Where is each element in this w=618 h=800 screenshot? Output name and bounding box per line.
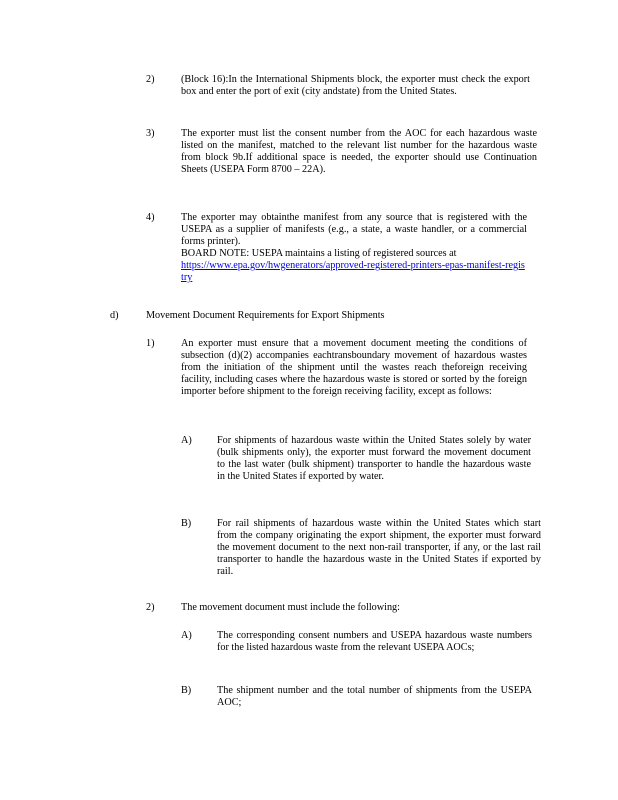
item-number: 2): [146, 74, 155, 85]
item-text: The exporter must list the consent number from the AOC for each hazardous waste listed on the manifest, matched to the relevant list number for the hazardous waste from block 9b.If additional space is needed, the exporter should use Continuation Sheets (USEPA Form 8700 – 22A).: [181, 128, 537, 175]
item-text: For rail shipments of hazardous waste within the United States which start from the company originating the export shipment, the exporter must forward the movement document to the next non-rail transporter, if any, or the last rail transporter to handle the hazardous waste in the United States if exported by rail.: [217, 518, 541, 577]
registry-link[interactable]: https://www.epa.gov/hwgenerators/approved-registered-printers-epas-manifest-registry: [181, 260, 525, 283]
section-number: d): [110, 310, 119, 321]
item-number: 3): [146, 128, 155, 139]
item-text: The exporter may obtainthe manifest from any source that is registered with the USEPA as a supplier of manifests (e.g., a state, a waste handler, or a commercial forms printer).: [181, 212, 527, 247]
item-number: B): [181, 518, 192, 529]
board-note: BOARD NOTE: USEPA maintains a listing of registered sources at: [181, 248, 457, 259]
item-number: 2): [146, 602, 155, 613]
item-number: A): [181, 630, 192, 641]
item-text-block: [181, 212, 527, 284]
item-number: 4): [146, 212, 155, 223]
item-text: The corresponding consent numbers and USEPA hazardous waste numbers for the listed hazardous waste from the relevant USEPA AOCs;: [217, 630, 532, 653]
item-number: 1): [146, 338, 155, 349]
item-text: (Block 16):In the International Shipments block, the exporter must check the export box and enter the port of exit (city andstate) from the United States.: [181, 74, 530, 97]
item-text: An exporter must ensure that a movement document meeting the conditions of subsection (d)(2) accompanies eachtransboundary movement of hazardous wastes from the initiation of the shipment until the wastes reach theforeign receiving facility, including cases where the hazardous waste is stored or sorted by the foreign importer before shipment to the foreign receiving facility, except as follows:: [181, 338, 527, 397]
item-text: For shipments of hazardous waste within the United States solely by water (bulk shipments only), the exporter must forward the movement document to the last water (bulk shipment) transporter to handle the hazardous waste in the United States if exported by water.: [217, 435, 531, 482]
section-title: Movement Document Requirements for Export Shipments: [146, 310, 385, 321]
item-text: The movement document must include the following:: [181, 602, 400, 613]
item-number: B): [181, 685, 192, 696]
item-text: The shipment number and the total number of shipments from the USEPA AOC;: [217, 685, 532, 708]
item-number: A): [181, 435, 192, 446]
